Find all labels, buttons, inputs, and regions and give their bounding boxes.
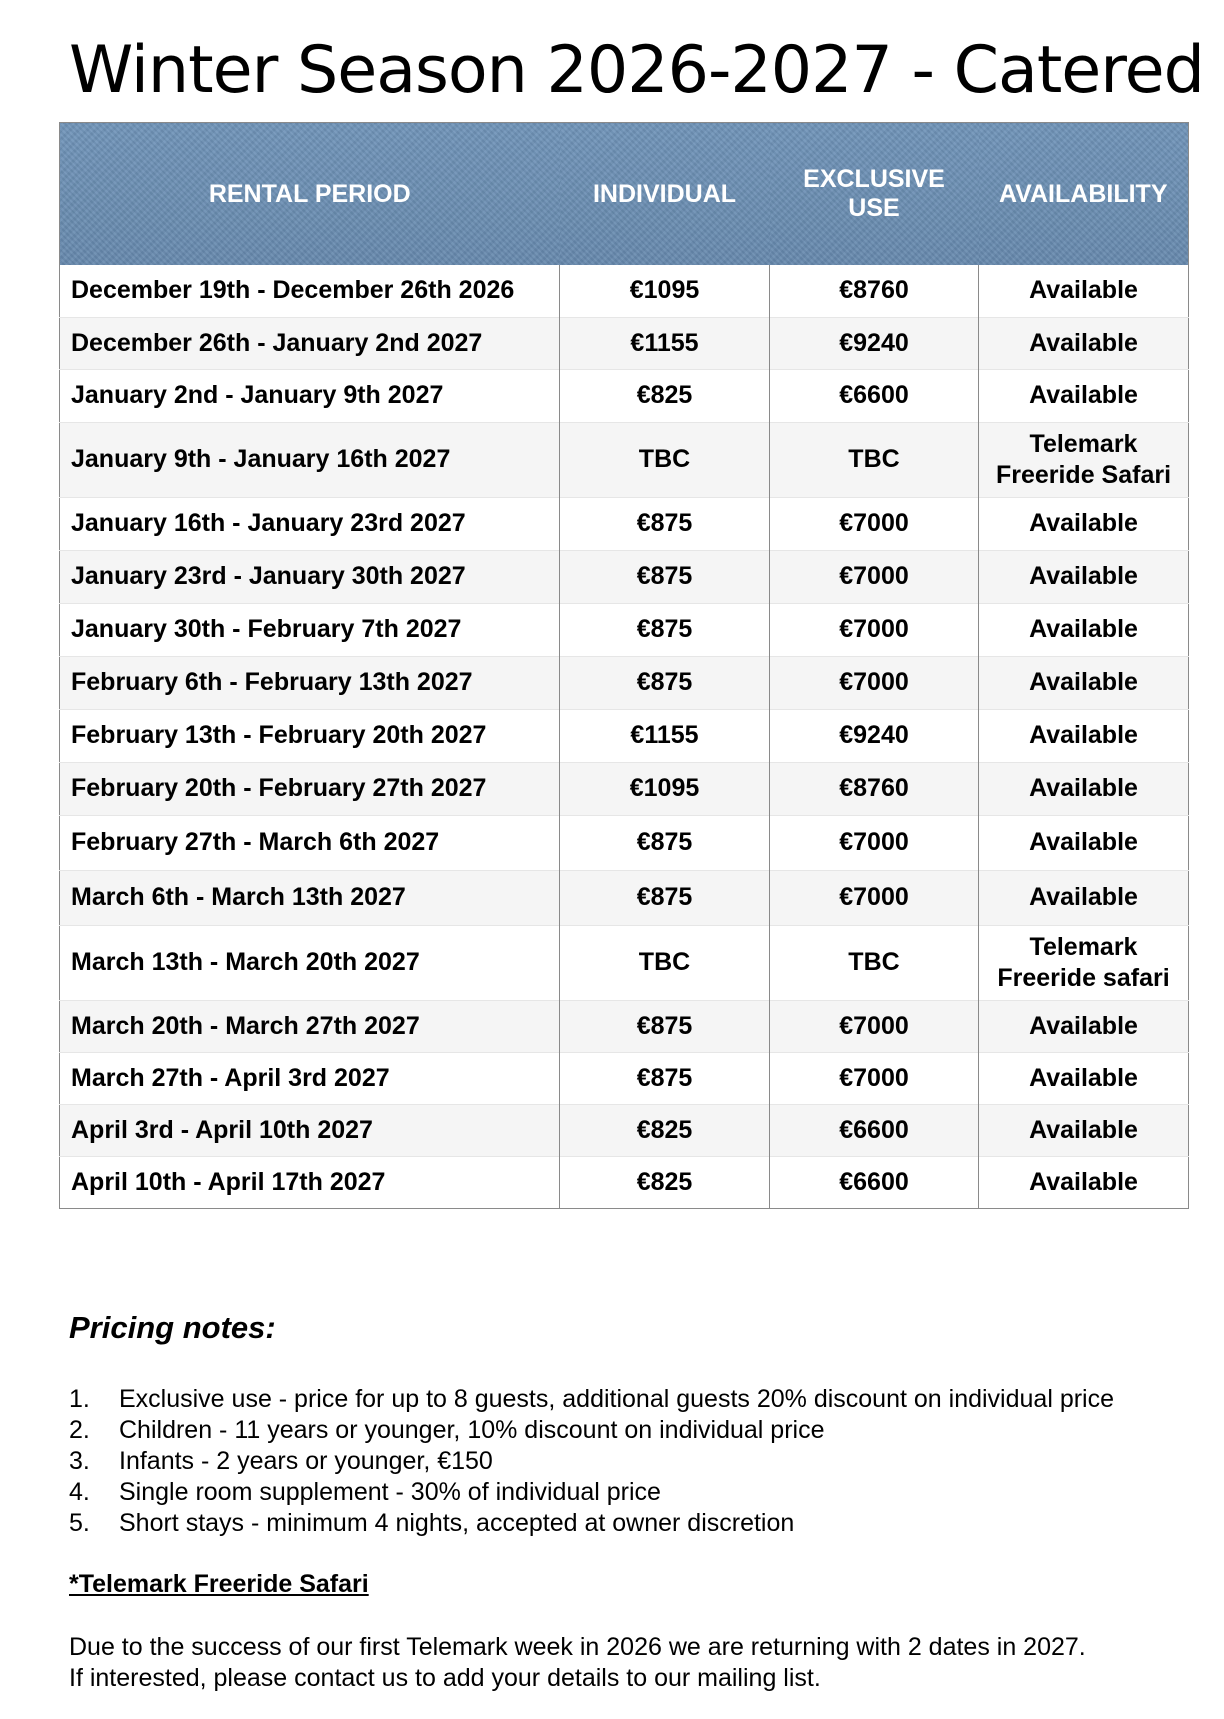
availability-cell: [979, 317, 1189, 369]
individual-price-cell: €1095: [560, 762, 770, 815]
availability-text: Available: [1029, 828, 1138, 856]
availability-cell: [979, 925, 1189, 1000]
telemark-text-line: If interested, please contact us to add your details to our mailing list.: [69, 1664, 821, 1692]
note-item: [69, 1508, 1199, 1539]
availability-cell: [979, 1052, 1189, 1104]
table-header-row: [60, 123, 1189, 266]
note-number: 1.: [69, 1385, 90, 1413]
availability-cell: [979, 656, 1189, 709]
individual-price-cell: €1155: [560, 317, 770, 369]
exclusive-price-cell: TBC: [770, 422, 979, 497]
telemark-text: [69, 1632, 1199, 1694]
availability-cell: [979, 497, 1189, 550]
exclusive-price-cell: €7000: [770, 815, 979, 870]
header-exclusive-line1: EXCLUSIVE: [803, 165, 945, 193]
individual-price-cell: €875: [560, 1052, 770, 1104]
notes-heading: Pricing notes:: [69, 1310, 276, 1345]
note-item: [69, 1477, 1199, 1508]
exclusive-price-cell: €9240: [770, 317, 979, 369]
individual-price-cell: €875: [560, 656, 770, 709]
exclusive-price-cell: €7000: [770, 870, 979, 925]
telemark-text-line: Due to the success of our first Telemark week in 2026 we are returning with 2 dates in 2027.: [69, 1633, 1086, 1661]
period-cell: February 27th - March 6th 2027: [60, 815, 560, 870]
availability-cell: [979, 1156, 1189, 1208]
availability-text: Available: [1029, 381, 1138, 409]
table-row: [60, 709, 1189, 762]
exclusive-price-cell: €8760: [770, 762, 979, 815]
table-row: [60, 925, 1189, 1000]
individual-price-cell: €825: [560, 369, 770, 422]
availability-text: Available: [1029, 276, 1138, 305]
availability-text: Available: [1029, 509, 1138, 537]
exclusive-price-cell: €7000: [770, 497, 979, 550]
page-title: Winter Season 2026-2027 - Catered: [69, 33, 1204, 108]
table-row: [60, 422, 1189, 497]
note-text: Infants - 2 years or younger, €150: [119, 1447, 493, 1475]
period-cell: February 6th - February 13th 2027: [60, 656, 560, 709]
availability-text: Available: [1029, 668, 1138, 696]
pricing-table: [59, 122, 1189, 1209]
individual-price-cell: €1155: [560, 709, 770, 762]
period-cell: March 6th - March 13th 2027: [60, 870, 560, 925]
availability-cell: [979, 815, 1189, 870]
availability-text: Freeride Safari: [995, 460, 1172, 489]
individual-price-cell: TBC: [560, 925, 770, 1000]
note-text: Children - 11 years or younger, 10% discount on individual price: [119, 1416, 825, 1444]
pricing-notes: [69, 1308, 1199, 1694]
individual-price-cell: €875: [560, 497, 770, 550]
exclusive-price-cell: €7000: [770, 656, 979, 709]
header-rental-period: RENTAL PERIOD: [60, 123, 560, 266]
table-row: [60, 265, 1189, 317]
period-cell: February 13th - February 20th 2027: [60, 709, 560, 762]
note-item: [69, 1446, 1199, 1477]
individual-price-cell: €875: [560, 550, 770, 603]
availability-cell: [979, 762, 1189, 815]
individual-price-cell: €1095: [560, 265, 770, 317]
period-cell: March 27th - April 3rd 2027: [60, 1052, 560, 1104]
table-row: [60, 603, 1189, 656]
table-row: [60, 497, 1189, 550]
availability-cell: [979, 369, 1189, 422]
availability-text: Available: [1029, 721, 1138, 749]
note-text: Short stays - minimum 4 nights, accepted at owner discretion: [119, 1509, 795, 1537]
availability-text: Available: [1029, 1063, 1138, 1092]
telemark-heading: *Telemark Freeride Safari: [69, 1570, 369, 1598]
header-individual: INDIVIDUAL: [560, 123, 770, 266]
note-number: 2.: [69, 1416, 90, 1444]
period-cell: December 19th - December 26th 2026: [60, 265, 560, 317]
exclusive-price-cell: €8760: [770, 265, 979, 317]
note-item: [69, 1384, 1199, 1415]
exclusive-price-cell: €7000: [770, 1000, 979, 1052]
table-row: [60, 369, 1189, 422]
availability-text: Telemark: [1029, 429, 1138, 458]
exclusive-price-cell: TBC: [770, 925, 979, 1000]
availability-text: Available: [1029, 1167, 1138, 1196]
period-cell: January 30th - February 7th 2027: [60, 603, 560, 656]
exclusive-price-cell: €7000: [770, 1052, 979, 1104]
availability-text: Available: [1029, 1115, 1138, 1144]
availability-text: Available: [1029, 883, 1138, 911]
availability-text: Freeride safari: [997, 963, 1170, 992]
table-row: [60, 1156, 1189, 1208]
note-number: 4.: [69, 1478, 90, 1506]
notes-list: [69, 1384, 1199, 1539]
availability-text: Available: [1029, 1011, 1138, 1040]
availability-cell: [979, 870, 1189, 925]
header-exclusive-line2: USE: [848, 194, 900, 222]
individual-price-cell: €875: [560, 603, 770, 656]
availability-text: Available: [1029, 328, 1138, 357]
period-cell: April 10th - April 17th 2027: [60, 1156, 560, 1208]
period-cell: January 16th - January 23rd 2027: [60, 497, 560, 550]
exclusive-price-cell: €7000: [770, 603, 979, 656]
availability-cell: [979, 265, 1189, 317]
table-row: [60, 870, 1189, 925]
period-cell: March 20th - March 27th 2027: [60, 1000, 560, 1052]
table-row: [60, 1000, 1189, 1052]
period-cell: December 26th - January 2nd 2027: [60, 317, 560, 369]
availability-cell: [979, 603, 1189, 656]
period-cell: January 23rd - January 30th 2027: [60, 550, 560, 603]
table-row: [60, 656, 1189, 709]
availability-cell: [979, 709, 1189, 762]
note-number: 5.: [69, 1509, 90, 1537]
table-row: [60, 1104, 1189, 1156]
period-cell: April 3rd - April 10th 2027: [60, 1104, 560, 1156]
availability-text: Available: [1029, 615, 1138, 643]
note-number: 3.: [69, 1447, 90, 1475]
exclusive-price-cell: €9240: [770, 709, 979, 762]
individual-price-cell: TBC: [560, 422, 770, 497]
period-cell: February 20th - February 27th 2027: [60, 762, 560, 815]
period-cell: January 2nd - January 9th 2027: [60, 369, 560, 422]
note-text: Exclusive use - price for up to 8 guests, additional guests 20% discount on individual price: [119, 1385, 1115, 1413]
availability-cell: [979, 1000, 1189, 1052]
header-availability: AVAILABILITY: [979, 123, 1189, 266]
table-row: [60, 1052, 1189, 1104]
availability-text: Available: [1029, 562, 1138, 590]
exclusive-price-cell: €6600: [770, 1156, 979, 1208]
note-text: Single room supplement - 30% of individual price: [119, 1478, 661, 1506]
individual-price-cell: €875: [560, 870, 770, 925]
exclusive-price-cell: €6600: [770, 369, 979, 422]
individual-price-cell: €825: [560, 1104, 770, 1156]
header-exclusive-use: [770, 123, 979, 266]
table-row: [60, 550, 1189, 603]
availability-cell: [979, 422, 1189, 497]
note-item: [69, 1415, 1199, 1446]
individual-price-cell: €875: [560, 815, 770, 870]
period-cell: January 9th - January 16th 2027: [60, 422, 560, 497]
individual-price-cell: €875: [560, 1000, 770, 1052]
table-body: [60, 265, 1189, 1208]
availability-cell: [979, 550, 1189, 603]
exclusive-price-cell: €7000: [770, 550, 979, 603]
exclusive-price-cell: €6600: [770, 1104, 979, 1156]
period-cell: March 13th - March 20th 2027: [60, 925, 560, 1000]
availability-cell: [979, 1104, 1189, 1156]
individual-price-cell: €825: [560, 1156, 770, 1208]
availability-text: Telemark: [1029, 932, 1138, 961]
table-row: [60, 815, 1189, 870]
table-row: [60, 317, 1189, 369]
availability-text: Available: [1029, 774, 1138, 802]
table-row: [60, 762, 1189, 815]
